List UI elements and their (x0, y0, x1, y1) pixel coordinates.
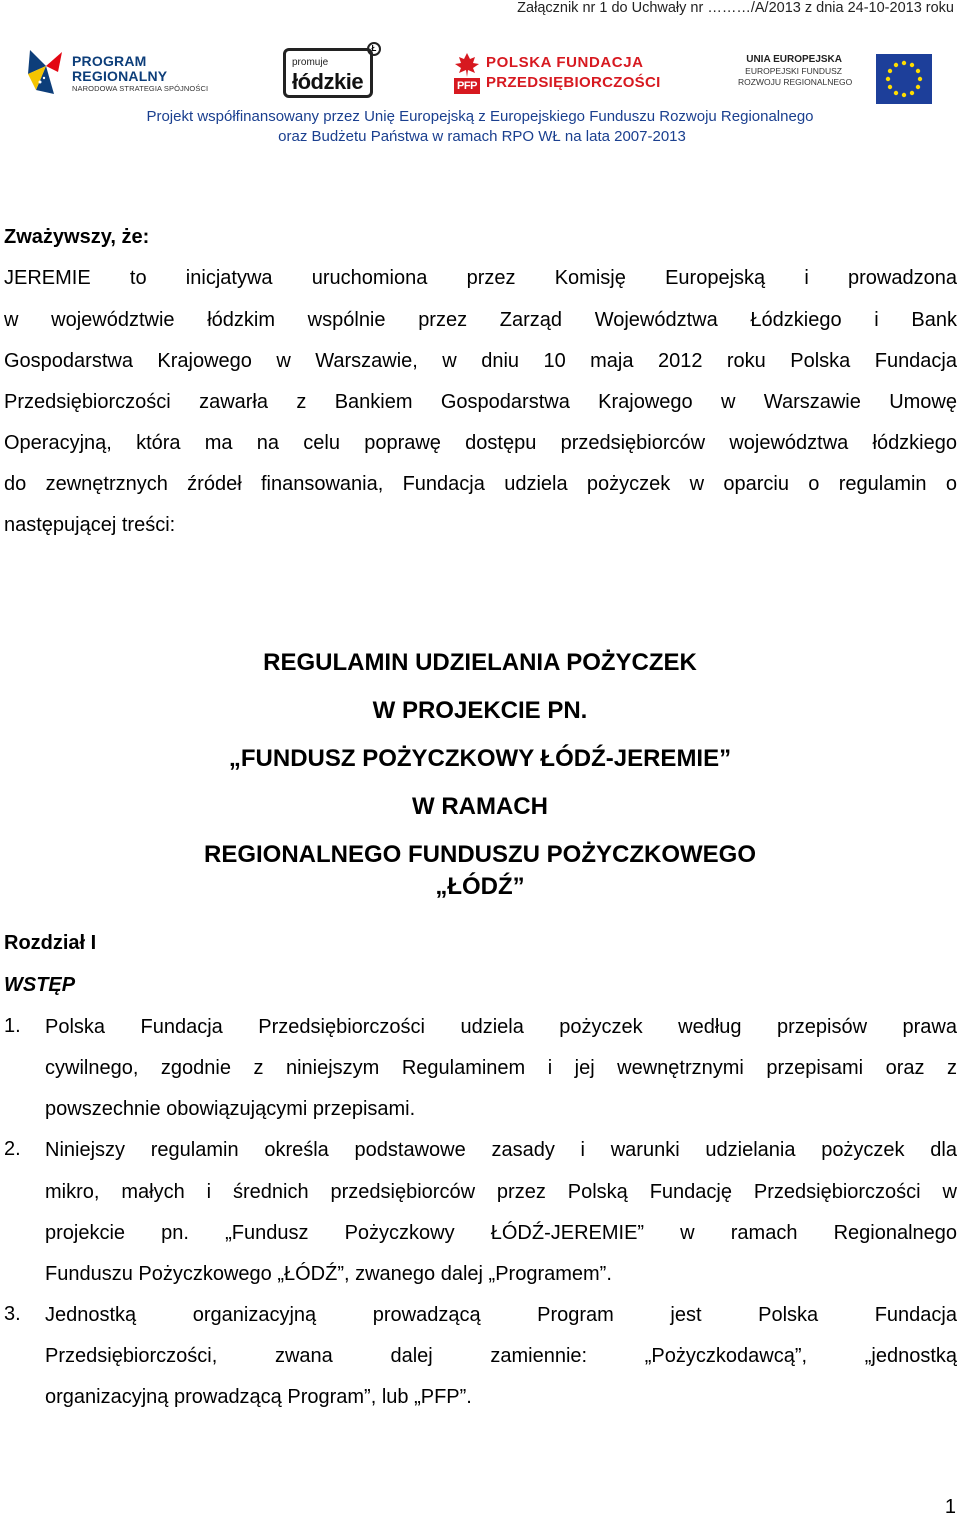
item-line: Przedsiębiorczości, zwana dalej zamiennie: „Pożyczkodawcą”, „jednostką (45, 1345, 957, 1367)
program-regionalny-star-icon (24, 44, 68, 100)
lodzkie-trademark-icon: Ł (367, 42, 381, 56)
preamble-line: do zewnętrznych źródeł finansowania, Fundacja udziela pożyczek w oparciu o regulamin o (4, 473, 957, 495)
promuje-lodzkie-logo (283, 42, 383, 102)
item-number: 3. (4, 1303, 21, 1325)
project-cofinancing-line2: oraz Budżetu Państwa w ramach RPO WŁ na lata 2007-2013 (278, 128, 686, 145)
eu-line1: UNIA EUROPEJSKA (746, 54, 842, 65)
regulation-title-line: „ŁÓDŹ” (435, 873, 525, 900)
program-regionalny-logo (24, 44, 214, 104)
preamble-line: Gospodarstwa Krajowego w Warszawie, w dniu 10 maja 2012 roku Polska Fundacja (4, 350, 957, 372)
program-regionalny-line3: NARODOWA STRATEGIA SPÓJNOŚCI (72, 84, 209, 93)
program-regionalny-line2: REGIONALNY (72, 68, 168, 84)
regulation-title-line: REGULAMIN UDZIELANIA POŻYCZEK (263, 649, 697, 676)
lodzkie-big-text: łódzkie (292, 69, 364, 94)
preamble-line: JEREMIE to inicjatywa uruchomiona przez Komisję Europejską i prowadzona (4, 267, 957, 289)
eu-line3: ROZWOJU REGIONALNEGO (738, 77, 853, 87)
eu-line2: EUROPEJSKI FUNDUSZ (745, 66, 842, 76)
item-line: organizacyjną prowadzącą Program”, lub „PFP”. (45, 1386, 472, 1408)
preamble-line: Operacyjną, która ma na celu poprawę dostępu przedsiębiorców województwa łódzkiego (4, 432, 957, 454)
regulation-title-line: W PROJEKCIE PN. (372, 697, 588, 724)
item-line: cywilnego, zgodnie z niniejszym Regulaminem i jej wewnętrznymi przepisami oraz z (45, 1057, 957, 1079)
eu-flag-icon (876, 54, 932, 104)
pfp-logo (454, 52, 664, 98)
chapter-label: Rozdział I (4, 932, 97, 954)
chapter-name: WSTĘP (4, 974, 76, 996)
preamble-heading: Zważywszy, że: (4, 226, 150, 248)
item-number: 1. (4, 1015, 21, 1037)
pfp-line2: PRZEDSIĘBIORCZOŚCI (486, 74, 661, 91)
item-line: projekcie pn. „Fundusz Pożyczkowy ŁÓDŹ-JEREMIE” w ramach Regionalnego (45, 1222, 957, 1244)
item-number: 2. (4, 1138, 21, 1160)
attachment-note: Załącznik nr 1 do Uchwały nr ………/A/2013 z dnia 24-10-2013 roku (517, 0, 954, 16)
preamble-line: następującej treści: (4, 514, 176, 536)
project-cofinancing-line1: Projekt współfinansowany przez Unię Europejską z Europejskiego Funduszu Rozwoju Regionalnego (146, 108, 814, 125)
preamble-line: w województwie łódzkim wspólnie przez Zarząd Województwa Łódzkiego i Bank (4, 309, 957, 331)
pfp-mark: PFP (454, 78, 480, 94)
item-line: Polska Fundacja Przedsiębiorczości udziela pożyczek według przepisów prawa (45, 1016, 957, 1038)
item-line: Jednostką organizacyjną prowadzącą Program jest Polska Fundacja (45, 1304, 957, 1326)
regulation-title-line: W RAMACH (412, 793, 548, 820)
page-number: 1 (944, 1496, 956, 1518)
item-line: mikro, małych i średnich przedsiębiorców przez Polską Fundację Przedsiębiorczości w (45, 1181, 957, 1203)
program-regionalny-line1: PROGRAM (72, 53, 147, 69)
maple-leaf-icon (454, 52, 480, 78)
eu-logo (738, 54, 934, 106)
item-line: Funduszu Pożyczkowego „ŁÓDŹ”, zwanego dalej „Programem”. (45, 1263, 612, 1285)
pfp-line1: POLSKA FUNDACJA (486, 54, 644, 71)
item-line: powszechnie obowiązującymi przepisami. (45, 1098, 416, 1120)
preamble-line: Przedsiębiorczości zawarła z Bankiem Gospodarstwa Krajowego w Warszawie Umowę (4, 391, 957, 413)
item-line: Niniejszy regulamin określa podstawowe zasady i warunki udzielania pożyczek dla (45, 1139, 957, 1161)
promuje-small-text: promuje (292, 57, 329, 68)
regulation-title-line: REGIONALNEGO FUNDUSZU POŻYCZKOWEGO (204, 841, 756, 868)
regulation-title-line: „FUNDUSZ POŻYCZKOWY ŁÓDŹ-JEREMIE” (228, 745, 732, 772)
